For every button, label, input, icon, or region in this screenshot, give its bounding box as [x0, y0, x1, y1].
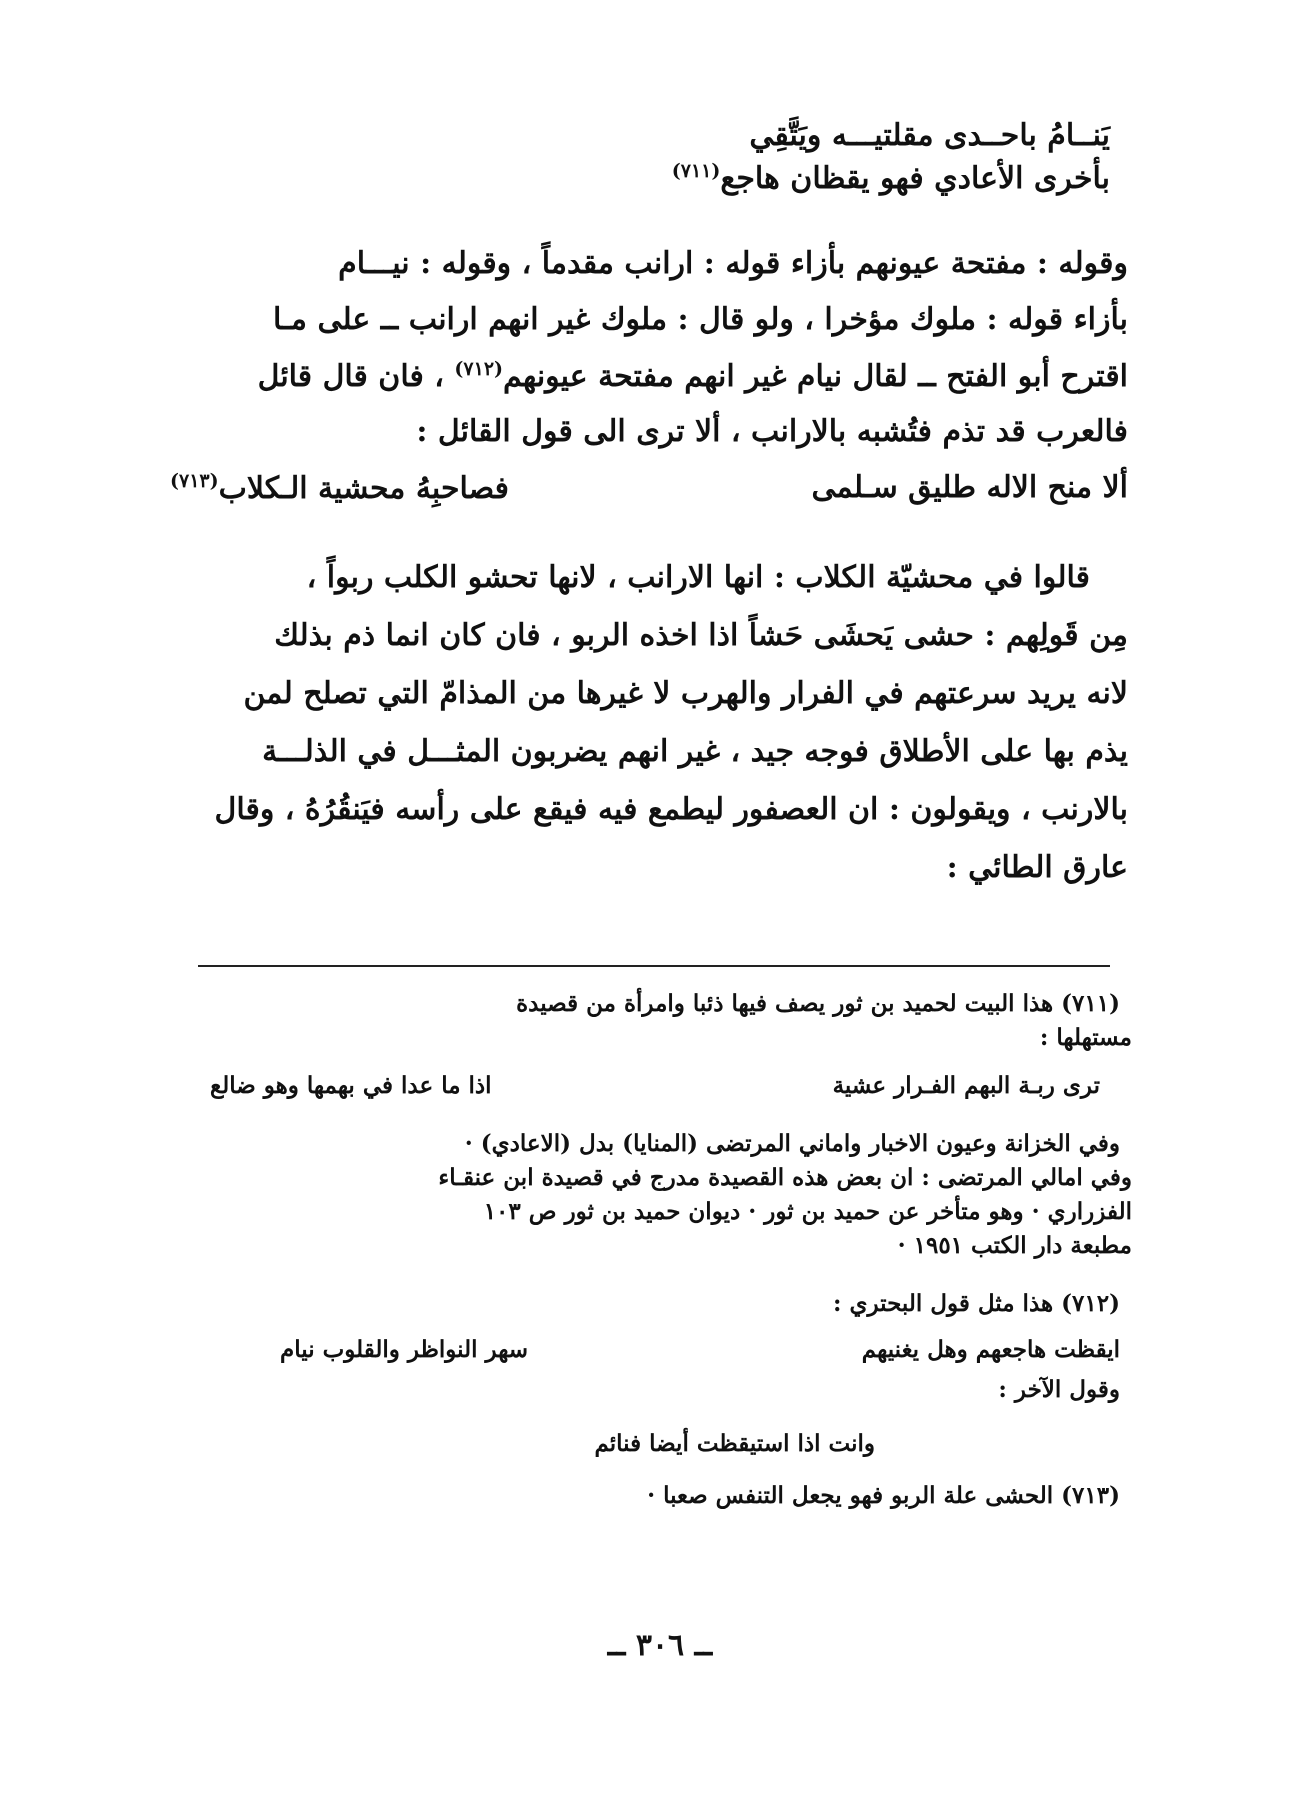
footnote-verse-text: ايقظت هاجعهم وهل يغنيهم: [861, 1336, 1120, 1363]
footnote-text: (٧١٢) هذا مثل قول البحتري :: [832, 1290, 1120, 1317]
footnote-text: مطبعة دار الكتب ١٩٥١ ·: [897, 1232, 1132, 1259]
paragraph-line: [307, 560, 1090, 595]
footnote-text: (٧١١) هذا البيت لحميد بن ثور يصف فيها ذئبا وامرأة من قصيدة: [516, 990, 1120, 1017]
verse-text: بأخرى الأعادي فهو يقظان هاجع: [720, 161, 1110, 196]
paragraph-line: [215, 792, 1128, 827]
footnote-line: [484, 1198, 1132, 1225]
paragraph-line: [947, 850, 1128, 885]
footnote-divider: [198, 965, 1110, 967]
verse-2-hemistich-1: [812, 470, 1128, 505]
verse-text: ألا منح الاله طليق سـلمى: [811, 470, 1128, 505]
footnote-verse-line: [594, 1430, 875, 1457]
verse-hemistich-1: [749, 118, 1110, 153]
footnote-verse-text: ترى ربـة البهم الفـرار عشية: [832, 1072, 1100, 1099]
footnote-text: مستهلها :: [1039, 1024, 1132, 1051]
paragraph-text: يذم بها على الأطلاق فوجه جيد ، غير انهم يضربون المثـــل في الذلـــة: [262, 734, 1128, 769]
footnote-line: [438, 1164, 1132, 1191]
paragraph-text: بأزاء قوله : ملوك مؤخرا ، ولو قال : ملوك غير انهم ارانب ــ على مـا: [273, 302, 1128, 337]
paragraph-text: فالعرب قد تذم فتُشبه بالارانب ، ألا ترى الى قول القائل :: [416, 414, 1128, 449]
footnote-line: [998, 1376, 1120, 1403]
footnote-line: [1040, 1024, 1132, 1051]
paragraph-line: [274, 618, 1128, 653]
footnote-text: وفي الخزانة وعيون الاخبار واماني المرتضى (المنايا) بدل (الاعادي) ·: [464, 1130, 1120, 1157]
paragraph-line: [258, 358, 1128, 394]
paragraph-text: اقترح أبو الفتح ــ لقال نيام غير انهم مفتحة عيونهم: [503, 359, 1128, 394]
paragraph-line: [416, 414, 1128, 449]
footnote-text: وفي امالي المرتضى : ان بعض هذه القصيدة مدرج في قصيدة ابن عنقـاء: [438, 1164, 1132, 1191]
page-number: ــ ٣٠٦ ــ: [607, 1628, 713, 1663]
footnote-line: [516, 990, 1120, 1017]
footnote-line: [833, 1290, 1120, 1317]
paragraph-text: ، فان قال قائل: [257, 359, 444, 394]
footnote-ref: (٧١٣): [170, 470, 219, 492]
verse-text: يَنــامُ باحــدى مقلتيـــه ويَتَّقِي: [749, 118, 1110, 153]
verse-text: فصاحبِهُ محشية الـكلاب: [218, 471, 510, 506]
paragraph-text: وقوله : مفتحة عيونهم بأزاء قوله : ارانب مقدماً ، وقوله : نيـــام: [338, 246, 1128, 281]
verse-hemistich-2: [672, 160, 1110, 196]
paragraph-text: بالارنب ، ويقولون : ان العصفور ليطمع فيه فيقع على رأسه فيَنقُرُهُ ، وقال: [214, 792, 1128, 827]
footnote-ref: (٧١٢): [454, 358, 504, 380]
paragraph-line: [338, 246, 1128, 281]
paragraph-line: [243, 676, 1128, 711]
footnote-verse-hemistich-1: [862, 1336, 1120, 1363]
footnote-verse-text: اذا ما عدا في بهمها وهو ضالع: [210, 1072, 492, 1099]
paragraph-line: [262, 734, 1128, 769]
paragraph-text: قالوا في محشيّة الكلاب : انها الارانب ، لانها تحشو الكلب ربواً ،: [306, 560, 1090, 595]
footnote-verse-text: وانت اذا استيقظت أيضا فنائم: [594, 1430, 875, 1457]
footnote-verse-hemistich-2: [210, 1072, 492, 1099]
paragraph-text: مِن قَولِهم : حشى يَحشَى حَشاً اذا اخذه الربو ، فان كان انما ذم بذلك: [274, 618, 1128, 653]
footnote-line: [647, 1482, 1120, 1509]
footnote-ref: (٧١١): [671, 160, 721, 182]
footnote-text: الفزراري · وهو متأخر عن حميد بن ثور · ديوان حميد بن ثور ص ١٠٣: [483, 1198, 1132, 1225]
footnote-text: وقول الآخر :: [998, 1376, 1120, 1403]
paragraph-line: [273, 302, 1128, 337]
footnote-verse-hemistich-2: [280, 1336, 528, 1363]
footnote-line: [465, 1130, 1120, 1157]
paragraph-text: لانه يريد سرعتهم في الفرار والهرب لا غيرها من المذامّ التي تصلح لمن: [243, 676, 1128, 711]
verse-2-hemistich-2: [170, 470, 509, 506]
footnote-line: [898, 1232, 1132, 1259]
footnote-text: (٧١٣) الحشى علة الربو فهو يجعل التنفس صعبا ·: [647, 1482, 1120, 1509]
footnote-verse-text: سهر النواظر والقلوب نيام: [280, 1336, 529, 1363]
paragraph-text: عارق الطائي :: [946, 850, 1128, 885]
footnote-verse-hemistich-1: [833, 1072, 1100, 1099]
